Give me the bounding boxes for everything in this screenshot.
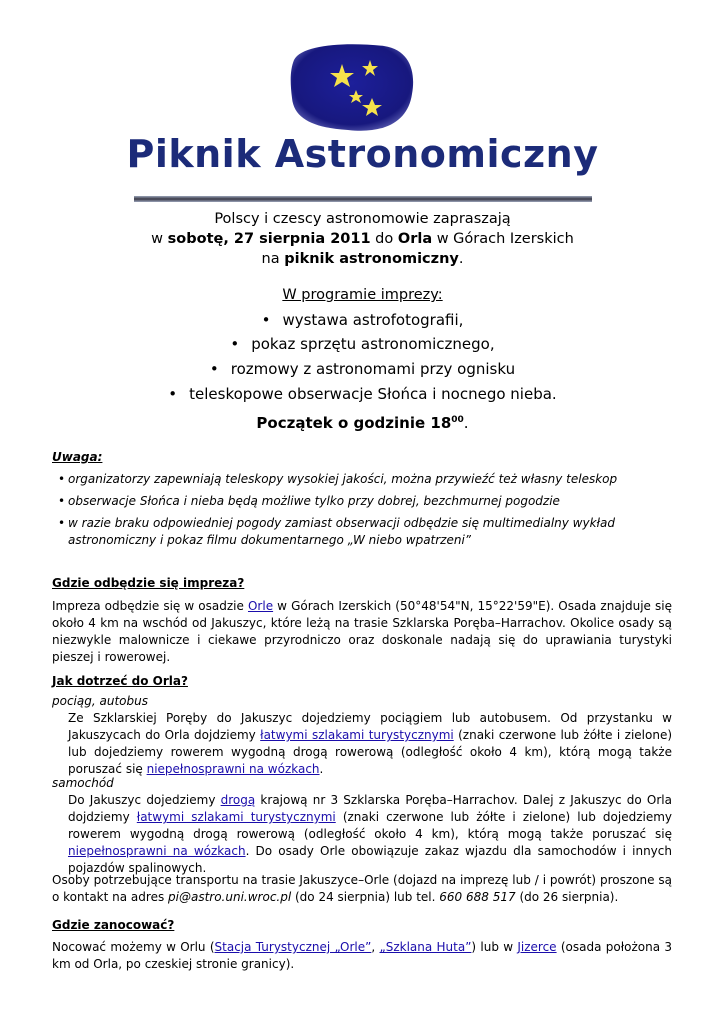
note-item [58,471,678,488]
program-item [0,384,725,404]
bullet-icon: • [58,494,66,508]
section-heading-stay: Gdzie zanocować? [52,918,175,932]
night-sky-stars-logo [288,42,416,134]
text: Osoby potrzebujące transportu na trasie Jakuszyce–Orle (dojazd na imprezę lub / i powrót) proszone są o kontakt na adres [52,873,672,904]
bullet-icon: • [58,472,66,486]
text: (znaki czerwone lub żółte i zielone) lub dojedziemy rowerem wygodną drogą rowerową (odległość około 4 km), którą mogą także poruszać się [68,810,672,841]
title-divider [134,196,592,202]
text: Nocować możemy w Orlu ( [52,940,215,954]
contact-email: pi@astro.uni.wroc.pl [168,890,292,904]
text: . [319,762,324,776]
text: w [151,231,168,247]
note-heading: Uwaga: [52,450,103,464]
text: krajową nr 3 Szklarska Poręba–Harrachov. Dalej z Jakuszyc do Orla dojdziemy [68,793,672,824]
intro-line-2 [0,230,725,249]
note-text: obserwacje Słońca i nieba będą możliwe tylko przy dobrej, bezchmurnej pogodzie [68,494,560,508]
program-item-text: rozmowy z astronomami przy ognisku [230,360,516,378]
program-item [0,310,725,330]
event-place: Orla [397,231,433,247]
bullet-icon: • [261,311,271,329]
link-szklana-huta[interactable]: „Szklana Huta” [379,940,472,954]
note-item [58,515,678,549]
link-jizerka[interactable]: Jizerce [517,940,557,954]
link-trails[interactable]: łatwymi szlakami turystycznymi [260,728,454,742]
text: na [261,251,285,267]
text: (do 24 sierpnia) lub tel. [291,890,440,904]
transport-mode-label: pociąg, autobus [52,694,148,708]
text: (do 26 sierpnia). [515,890,619,904]
transport-mode-label: samochód [52,776,114,790]
text: . Do osady Orle obowiązuje zakaz wjazdu dla samochodów i innych pojazdów spalinowych. [68,844,672,875]
text: (znaki czerwone lub żółte i zielone) lub dojedziemy rowerem wygodną drogą rowerową (odległość około 4 km), którą mogą także poruszać się [68,728,673,776]
program-item [0,334,725,354]
start-time [0,410,725,433]
program-item-text: teleskopowe obserwacje Słońca i nocnego nieba. [189,385,557,403]
event-date: sobotę, 27 sierpnia 2011 [167,231,371,247]
contact-phone: 660 688 517 [439,890,516,904]
text: w Górach Izerskich (50°48'54"N, 15°22'59"E). Osada znajduje się około 4 km na wschód od Jakuszyc, które leżą na trasie Szklarska Poręba–Harrachov. Okolice osady są niezwykle malownicze i ciekawe przyrodniczo oraz doskonale nadają się do uprawiania turystyki pieszej i rowerowej. [52,599,673,664]
text: w Górach Izerskich [432,231,574,247]
car-paragraph [68,792,672,877]
text: Impreza odbędzie się w osadzie [52,599,248,613]
bullet-icon: • [168,385,178,403]
text: Ze Szklarskiej Poręby do Jakuszyc dojedziemy pociągiem lub autobusem. Od przystanku w Jakuszycach do Orla dojdziemy [68,711,672,742]
link-trails[interactable]: łatwymi szlakami turystycznymi [136,810,336,824]
bullet-icon: • [58,516,66,530]
program-item [0,359,725,379]
start-label: Początek o godzinie 18 [256,414,452,432]
link-wheelchair[interactable]: niepełnosprawni na wózkach [146,762,320,776]
intro-line-3 [0,250,725,269]
bullet-icon: • [230,335,240,353]
stay-paragraph [52,939,672,973]
start-minutes: 00 [451,415,464,425]
program-item-text: wystawa astrofotografii, [282,311,464,329]
note-text: organizatorzy zapewniają teleskopy wysokiej jakości, można przywieźć też własny teleskop [68,472,618,486]
page-title: Piknik Astronomiczny [126,132,599,176]
note-item [58,493,678,510]
where-paragraph [52,598,672,666]
link-road[interactable]: drogą [220,793,256,807]
text: do [370,231,398,247]
bullet-icon: • [209,360,219,378]
text: (osada położona 3 km od Orla, po czeskiej stronie granicy). [52,940,672,971]
text: , [371,940,380,954]
text: . [463,414,469,432]
intro-line-1: Polscy i czescy astronomowie zapraszają [214,211,511,227]
text: Do Jakuszyc dojedziemy [68,793,221,807]
text: ) lub w [471,940,518,954]
program-item-text: pokaz sprzętu astronomicznego, [251,335,495,353]
train-paragraph [68,710,672,778]
section-heading-where: Gdzie odbędzie się impreza? [52,576,245,590]
note-text: w razie braku odpowiedniej pogody zamiast obserwacji odbędzie się multimedialny wykład astronomiczny i pokaz filmu dokumentarnego „W niebo wpatrzeni” [68,516,615,547]
section-heading-how: Jak dotrzeć do Orla? [52,674,188,688]
event-name: piknik astronomiczny [284,251,459,267]
link-orle[interactable]: Orle [247,599,274,613]
link-wheelchair[interactable]: niepełnosprawni na wózkach [68,844,246,858]
link-stacja-orle[interactable]: Stacja Turystycznej „Orle” [214,940,372,954]
text: . [458,251,464,267]
program-heading: W programie imprezy: [282,287,443,303]
transport-contact-paragraph [52,872,672,906]
